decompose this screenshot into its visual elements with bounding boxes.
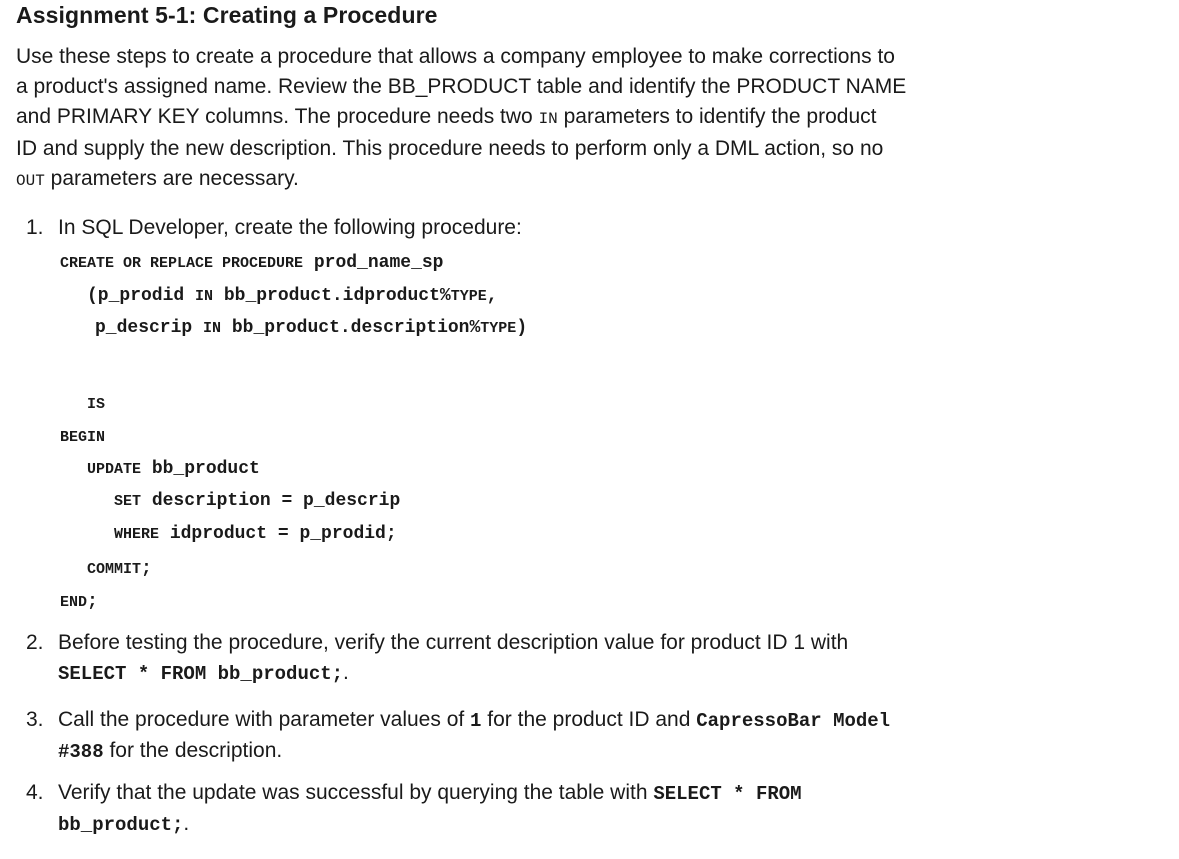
step-continuation <box>26 658 848 689</box>
intro-text: parameters are necessary. <box>44 167 299 190</box>
step-text: Verify that the update was successful by querying the table with <box>58 781 654 804</box>
step-number: 3. <box>26 708 44 731</box>
intro-text: and PRIMARY KEY columns. The procedure needs two <box>16 105 539 128</box>
code-text: ) <box>516 318 528 338</box>
step-text: Call the procedure with parameter values of <box>58 708 471 731</box>
code-line <box>60 427 105 447</box>
code-line <box>114 524 397 544</box>
intro-line: a product's assigned name. Review the BB_PRODUCT table and identify the PRODUCT NAME <box>16 75 907 98</box>
step-4 <box>26 778 802 840</box>
code-keyword: SET <box>114 493 142 510</box>
intro-paragraph <box>16 42 1036 196</box>
step-3 <box>26 705 890 767</box>
inline-code: SELECT * FROM <box>653 783 802 805</box>
code-line <box>60 592 98 612</box>
step-text: for the description. <box>103 739 283 762</box>
code-keyword: TYPE <box>480 320 517 337</box>
code-text: bb_product.description% <box>221 318 481 338</box>
code-line <box>114 491 400 511</box>
code-text: prod_name_sp <box>303 253 444 273</box>
code-line <box>87 394 105 414</box>
code-line <box>87 559 152 579</box>
step-2 <box>26 628 848 689</box>
code-keyword: IN <box>203 320 222 337</box>
code-line <box>87 459 260 479</box>
code-text: idproduct = p_prodid; <box>159 524 397 544</box>
step-1 <box>26 213 522 243</box>
inline-code: bb_product; <box>58 814 184 836</box>
code-text: ; <box>141 559 152 579</box>
step-continuation <box>26 809 802 840</box>
intro-line: Use these steps to create a procedure that allows a company employee to make corrections to <box>16 45 895 68</box>
inline-code: CapressoBar Model <box>696 710 891 732</box>
code-text: bb_product <box>141 459 260 479</box>
code-keyword: CREATE OR REPLACE PROCEDURE <box>60 255 304 272</box>
code-keyword: IS <box>87 396 106 413</box>
inline-code: SELECT * FROM bb_product; <box>58 663 344 685</box>
code-line <box>95 318 527 338</box>
step-text: In SQL Developer, create the following procedure: <box>58 216 522 239</box>
code-text: bb_product.idproduct% <box>213 286 451 306</box>
code-text: ; <box>87 592 98 612</box>
step-text: for the product ID and <box>481 708 697 731</box>
code-keyword: UPDATE <box>87 461 142 478</box>
code-keyword: WHERE <box>114 526 160 543</box>
inline-code: #388 <box>58 741 104 763</box>
code-line <box>60 253 443 273</box>
inline-code-in: IN <box>538 110 558 128</box>
intro-line <box>16 102 1036 134</box>
code-text: (p_prodid <box>87 286 196 306</box>
code-text: p_descrip <box>95 318 204 338</box>
code-text: , <box>486 286 498 306</box>
step-continuation <box>26 736 890 767</box>
inline-code: 1 <box>470 710 482 732</box>
code-keyword: END <box>60 594 88 611</box>
code-keyword: TYPE <box>450 288 487 305</box>
step-number: 4. <box>26 781 44 804</box>
step-text: . <box>183 812 190 835</box>
code-text: description = p_descrip <box>141 491 401 511</box>
intro-text: parameters to identify the product <box>557 105 877 128</box>
step-text: Before testing the procedure, verify the current description value for product ID 1 with <box>58 631 849 654</box>
step-number: 2. <box>26 631 44 654</box>
step-text: . <box>343 661 349 684</box>
intro-line <box>16 164 1036 196</box>
inline-code-out: OUT <box>16 172 45 190</box>
code-block <box>60 253 528 612</box>
page-title: Assignment 5-1: Creating a Procedure <box>16 2 438 28</box>
code-keyword: IN <box>195 288 214 305</box>
step-number: 1. <box>26 216 44 239</box>
intro-line: ID and supply the new description. This procedure needs to perform only a DML action, so no <box>16 137 884 160</box>
code-keyword: COMMIT <box>87 561 142 578</box>
code-keyword: BEGIN <box>60 429 106 446</box>
code-line <box>87 286 498 306</box>
